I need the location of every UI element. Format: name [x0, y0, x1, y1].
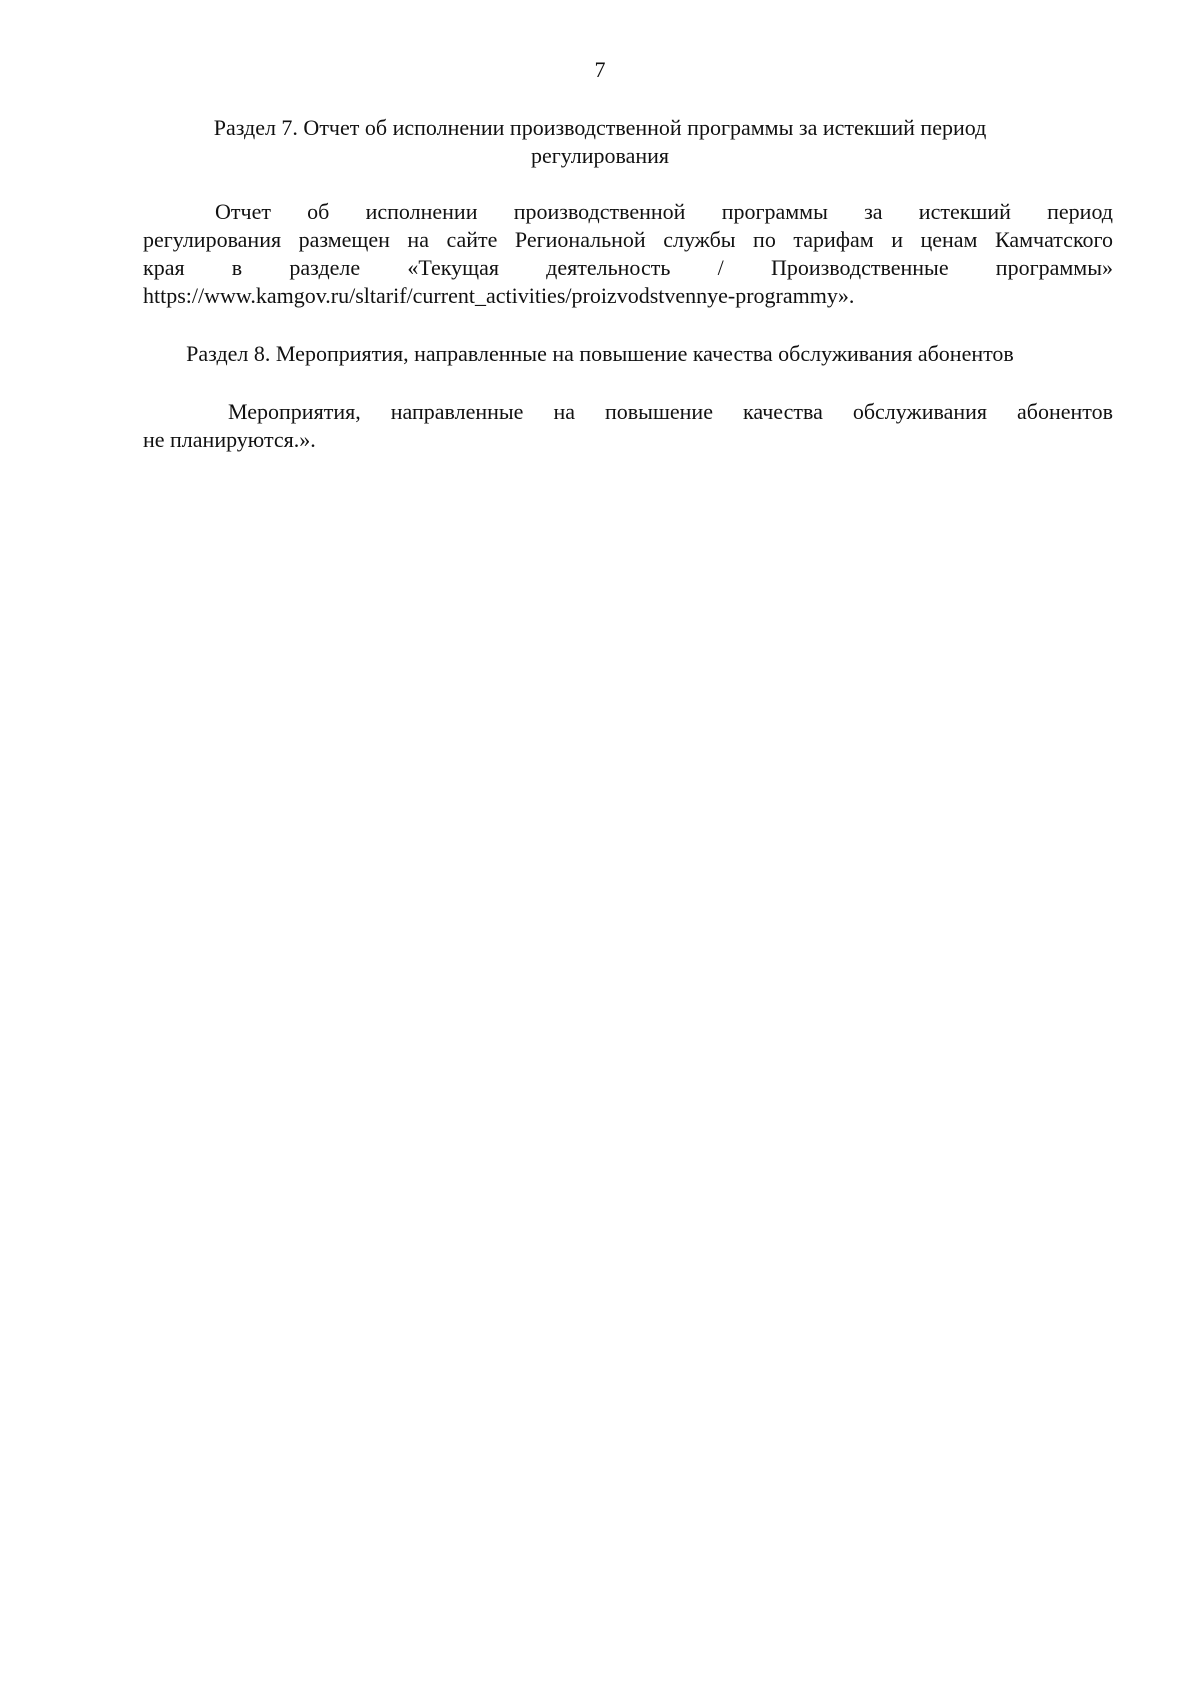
- section-8-paragraph: [143, 398, 1113, 454]
- section-7-heading-line-2: регулирования: [530, 143, 670, 168]
- section-7-heading: [150, 114, 1050, 170]
- page-number: 7: [594, 57, 606, 82]
- paragraph-line: Отчет об исполнении производственной программы за истекший период: [215, 199, 1113, 224]
- section-7-paragraph: [143, 198, 1113, 310]
- section-8-heading: Раздел 8. Мероприятия, направленные на повышение качества обслуживания абонентов: [186, 341, 1014, 366]
- paragraph-line: края в разделе «Текущая деятельность / Производственные программы»: [143, 255, 1113, 280]
- paragraph-line-url: https://www.kamgov.ru/sltarif/current_activities/proizvodstvennye-programmy».: [143, 283, 855, 308]
- section-7-heading-line-1: Раздел 7. Отчет об исполнении производственной программы за истекший период: [213, 115, 987, 140]
- paragraph-line: Мероприятия, направленные на повышение качества обслуживания абонентов: [228, 399, 1113, 424]
- paragraph-line: не планируются.».: [143, 427, 316, 452]
- paragraph-line: регулирования размещен на сайте Региональной службы по тарифам и ценам Камчатского: [143, 227, 1113, 252]
